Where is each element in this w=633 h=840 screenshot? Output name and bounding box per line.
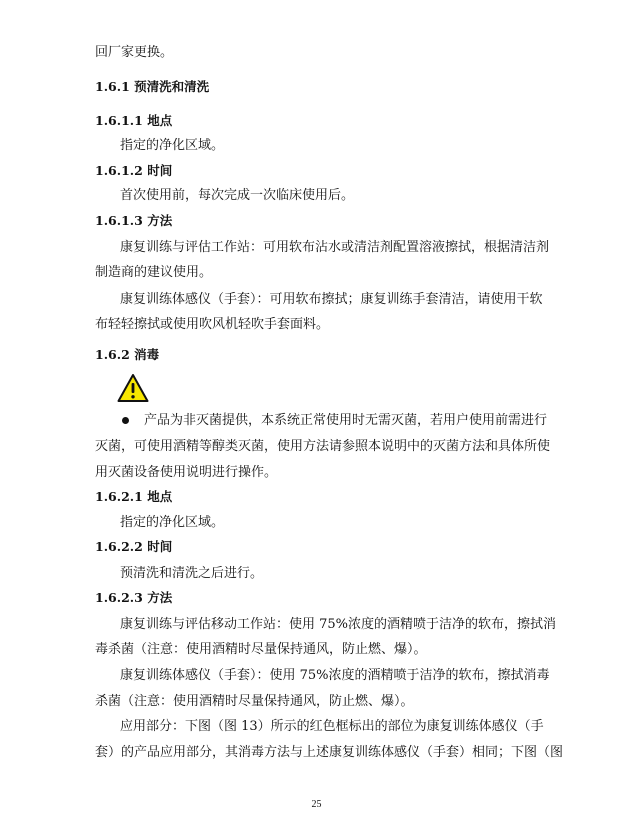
text-line: 康复训练与评估工作站：可用软布沾水或清洁剂配置溶液擦拭，根据清洁剂 <box>120 240 550 255</box>
text-line: 制造商的建议使用。 <box>95 265 213 280</box>
page-number: 25 <box>311 799 322 810</box>
text-line: 康复训练体感仪（手套）：使用 75%浓度的酒精喷于洁净的软布，擦拭消毒 <box>120 668 550 683</box>
text-line: 套）的产品应用部分，其消毒方法与上述康复训练体感仪（手套）相同；下图（图 <box>95 745 564 760</box>
section-heading-1-6-2-2: 1.6.2.2 时间 <box>95 539 173 554</box>
text-line: 毒杀菌（注意：使用酒精时尽量保持通风，防止燃、爆）。 <box>95 642 427 657</box>
section-heading-1-6-2: 1.6.2 消毒 <box>95 347 160 362</box>
section-heading-1-6-2-3: 1.6.2.3 方法 <box>95 590 173 605</box>
text-line: 首次使用前，每次完成一次临床使用后。 <box>120 188 355 203</box>
text-line: 产品为非灭菌提供，本系统正常使用时无需灭菌，若用户使用前需进行 <box>144 413 548 428</box>
bullet-dot-icon <box>122 417 129 424</box>
text-line: 应用部分：下图（图 13）所示的红色框标出的部位为康复训练体感仪（手 <box>120 719 544 734</box>
text-line: 用灭菌设备使用说明进行操作。 <box>95 465 278 480</box>
text-line: 预清洗和清洗之后进行。 <box>120 566 264 581</box>
section-heading-1-6-1-2: 1.6.1.2 时间 <box>95 163 173 178</box>
text-line: 灭菌，可使用酒精等醇类灭菌，使用方法请参照本说明中的灭菌方法和具体所使 <box>95 439 551 454</box>
section-heading-1-6-1-1: 1.6.1.1 地点 <box>95 113 173 128</box>
section-heading-1-6-1: 1.6.1 预清洗和清洗 <box>95 79 210 94</box>
warning-triangle-icon <box>117 373 149 403</box>
text-line: 杀菌（注意：使用酒精时尽量保持通风，防止燃、爆）。 <box>95 694 414 709</box>
text-line: 指定的净化区域。 <box>120 515 225 530</box>
text-line: 康复训练与评估移动工作站：使用 75%浓度的酒精喷于洁净的软布，擦拭消 <box>120 617 557 632</box>
text-line: 康复训练体感仪（手套）：可用软布擦拭；康复训练手套清洁，请使用干软 <box>120 292 543 307</box>
section-heading-1-6-2-1: 1.6.2.1 地点 <box>95 489 173 504</box>
text-line: 回厂家更换。 <box>95 45 174 60</box>
text-line: 布轻轻擦拭或使用吹风机轻吹手套面料。 <box>95 317 330 332</box>
text-line: 指定的净化区域。 <box>120 138 225 153</box>
section-heading-1-6-1-3: 1.6.1.3 方法 <box>95 213 173 228</box>
